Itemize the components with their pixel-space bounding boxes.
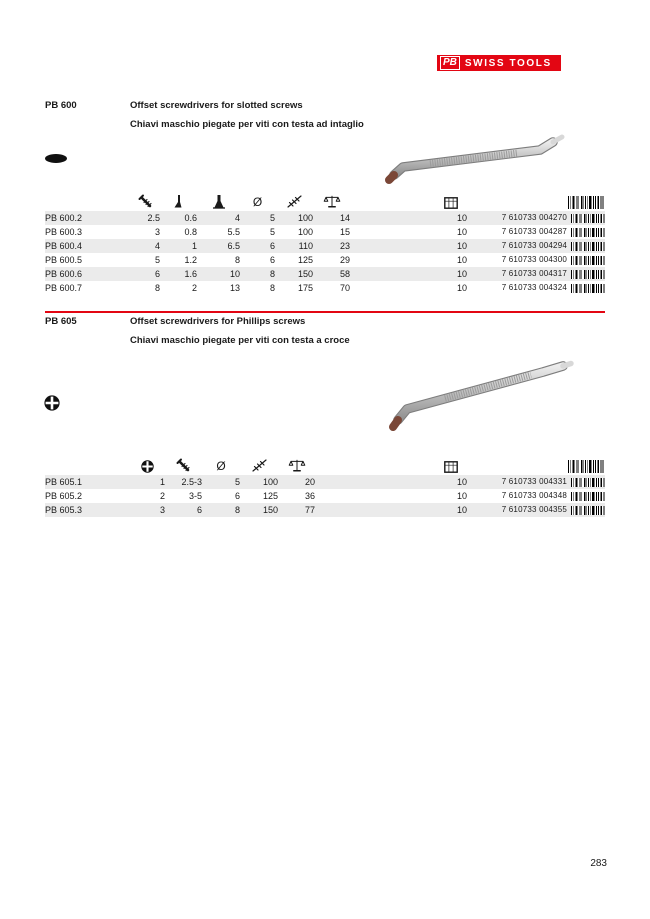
table-row	[45, 253, 605, 267]
barcode	[571, 228, 605, 237]
barcode-cell	[567, 267, 605, 281]
value-cell: 5.5	[227, 227, 240, 237]
value-cell: 20	[304, 477, 315, 487]
barcode-icon	[567, 188, 605, 209]
weight-scale-icon	[313, 188, 350, 209]
barcode-cell	[567, 503, 605, 517]
section-header-pb600	[45, 100, 605, 130]
row-spacer	[350, 253, 435, 267]
model-column-header	[45, 452, 130, 473]
screw-icon	[165, 452, 202, 473]
section-divider-rule	[45, 311, 605, 313]
value-cell: 110	[298, 241, 313, 251]
diameter-symbol: Ø	[216, 459, 226, 473]
table-row	[45, 475, 605, 489]
value-cell: 2.5	[147, 213, 160, 223]
ean-number: 7 610733 004331	[501, 477, 567, 486]
row-spacer	[315, 475, 435, 489]
section-code: PB 605	[45, 316, 77, 327]
header-spacer	[315, 452, 435, 473]
value-cell: 1.2	[184, 255, 197, 265]
pack-unit-icon	[435, 452, 467, 473]
value-cell: 150	[262, 505, 278, 515]
value-cell: 6.5	[227, 241, 240, 251]
slotted-tip-icon	[45, 154, 67, 163]
value-cell: 3-5	[188, 491, 202, 501]
pb605-table	[45, 452, 605, 517]
weight-scale-icon	[278, 452, 315, 473]
barcode	[571, 270, 605, 279]
pack-quantity: 10	[456, 505, 467, 515]
ean-number: 7 610733 004294	[501, 241, 567, 250]
blade-side-icon	[160, 188, 197, 209]
table-row	[45, 489, 605, 503]
value-cell: 10	[229, 269, 240, 279]
pb605-table-body	[45, 475, 605, 517]
table-row	[45, 225, 605, 239]
barcode-cell	[567, 475, 605, 489]
pack-quantity: 10	[456, 269, 467, 279]
row-spacer	[350, 239, 435, 253]
value-cell: 1	[191, 241, 197, 251]
value-cell: 150	[297, 269, 313, 279]
barcode	[571, 214, 605, 223]
model-number: PB 600.6	[45, 269, 83, 279]
barcode-cell	[567, 211, 605, 225]
value-cell: 2	[159, 491, 165, 501]
value-cell: 125	[297, 255, 313, 265]
blade-front-icon	[197, 188, 240, 209]
row-spacer	[315, 489, 435, 503]
model-number: PB 605.1	[45, 477, 83, 487]
row-spacer	[350, 267, 435, 281]
model-number: PB 600.4	[45, 241, 83, 251]
value-cell: 6	[269, 241, 275, 251]
value-cell: 2.5-3	[181, 477, 202, 487]
ean-number: 7 610733 004324	[501, 283, 567, 292]
model-number: PB 600.7	[45, 283, 83, 293]
ean-column-header	[467, 452, 567, 473]
value-cell: 125	[262, 491, 278, 501]
value-cell: 8	[234, 505, 240, 515]
pack-quantity: 10	[456, 241, 467, 251]
value-cell: 14	[339, 213, 350, 223]
value-cell: 0.6	[184, 213, 197, 223]
ean-number: 7 610733 004287	[501, 227, 567, 236]
value-cell: 5	[269, 213, 275, 223]
table-row	[45, 239, 605, 253]
section-code: PB 600	[45, 100, 77, 111]
ean-number: 7 610733 004355	[501, 505, 567, 514]
section-title-en: Offset screwdrivers for slotted screws	[130, 100, 303, 111]
value-cell: 58	[339, 269, 350, 279]
value-cell: 8	[154, 283, 160, 293]
table-row	[45, 267, 605, 281]
row-spacer	[350, 211, 435, 225]
ean-number: 7 610733 004300	[501, 255, 567, 264]
value-cell: 8	[269, 283, 275, 293]
brand-name: SWISS TOOLS	[464, 57, 552, 69]
shaft-length-icon	[240, 452, 278, 473]
pack-quantity: 10	[456, 283, 467, 293]
value-cell: 6	[196, 505, 202, 515]
barcode	[571, 242, 605, 251]
value-cell: 29	[339, 255, 350, 265]
section-header-pb605	[45, 316, 605, 346]
row-spacer	[350, 225, 435, 239]
barcode	[571, 478, 605, 487]
value-cell: 23	[339, 241, 350, 251]
table-row	[45, 211, 605, 225]
barcode-icon	[567, 452, 605, 473]
barcode-cell	[567, 281, 605, 295]
barcode	[571, 256, 605, 265]
barcode-cell	[567, 225, 605, 239]
barcode	[571, 284, 605, 293]
value-cell: 3	[159, 505, 165, 515]
pack-quantity: 10	[456, 255, 467, 265]
model-number: PB 600.3	[45, 227, 83, 237]
value-cell: 4	[234, 213, 240, 223]
ean-number: 7 610733 004270	[501, 213, 567, 222]
barcode-cell	[567, 239, 605, 253]
section-title-en: Offset screwdrivers for Phillips screws	[130, 316, 306, 327]
pack-quantity: 10	[456, 227, 467, 237]
value-cell: 8	[234, 255, 240, 265]
diameter-symbol: Ø	[252, 195, 263, 209]
value-cell: 15	[339, 227, 350, 237]
section-titles	[130, 316, 350, 346]
model-number: PB 600.5	[45, 255, 83, 265]
page-number: 283	[590, 858, 607, 869]
value-cell: 6	[154, 269, 160, 279]
value-cell: 1	[159, 477, 165, 487]
pb605-product-image	[383, 350, 583, 434]
ean-number: 7 610733 004348	[501, 491, 567, 500]
value-cell: 70	[339, 283, 350, 293]
barcode-cell	[567, 489, 605, 503]
value-cell: 77	[304, 505, 315, 515]
value-cell: 100	[297, 213, 313, 223]
barcode	[571, 492, 605, 501]
pb-logo-mark: PB	[440, 56, 460, 70]
ean-column-header	[467, 188, 567, 209]
value-cell: 100	[297, 227, 313, 237]
pack-quantity: 10	[456, 491, 467, 501]
value-cell: 4	[154, 241, 160, 251]
value-cell: 6	[269, 255, 275, 265]
section-title-it: Chiavi maschio piegate per viti con testa a croce	[130, 335, 350, 346]
table-row	[45, 281, 605, 295]
value-cell: 5	[269, 227, 275, 237]
row-spacer	[350, 281, 435, 295]
header-spacer	[350, 188, 435, 209]
pb605-table-header	[45, 452, 605, 475]
table-row	[45, 503, 605, 517]
pb600-product-image	[378, 133, 578, 185]
value-cell: 5	[154, 255, 160, 265]
value-cell: 6	[234, 491, 240, 501]
shaft-length-icon	[275, 188, 313, 209]
screw-icon	[130, 188, 160, 209]
phillips-tip-icon	[44, 395, 60, 416]
value-cell: 3	[154, 227, 160, 237]
model-number: PB 600.2	[45, 213, 83, 223]
pb600-table-body	[45, 211, 605, 295]
section-title-it: Chiavi maschio piegate per viti con testa ad intaglio	[130, 119, 364, 130]
pack-quantity: 10	[456, 213, 467, 223]
pack-quantity: 10	[456, 477, 467, 487]
ean-number: 7 610733 004317	[501, 269, 567, 278]
model-number: PB 605.3	[45, 505, 83, 515]
section-titles	[130, 100, 364, 130]
pb600-table	[45, 188, 605, 295]
value-cell: 8	[269, 269, 275, 279]
pack-unit-icon	[435, 188, 467, 209]
brand-logo	[437, 55, 561, 71]
value-cell: 5	[234, 477, 240, 487]
barcode-cell	[567, 253, 605, 267]
row-spacer	[315, 503, 435, 517]
phillips-icon	[130, 452, 165, 473]
model-number: PB 605.2	[45, 491, 83, 501]
value-cell: 175	[297, 283, 313, 293]
value-cell: 13	[229, 283, 240, 293]
value-cell: 0.8	[184, 227, 197, 237]
pb600-table-header	[45, 188, 605, 211]
value-cell: 100	[262, 477, 278, 487]
model-column-header	[45, 188, 130, 209]
value-cell: 2	[191, 283, 197, 293]
barcode	[571, 506, 605, 515]
value-cell: 1.6	[184, 269, 197, 279]
value-cell: 36	[304, 491, 315, 501]
